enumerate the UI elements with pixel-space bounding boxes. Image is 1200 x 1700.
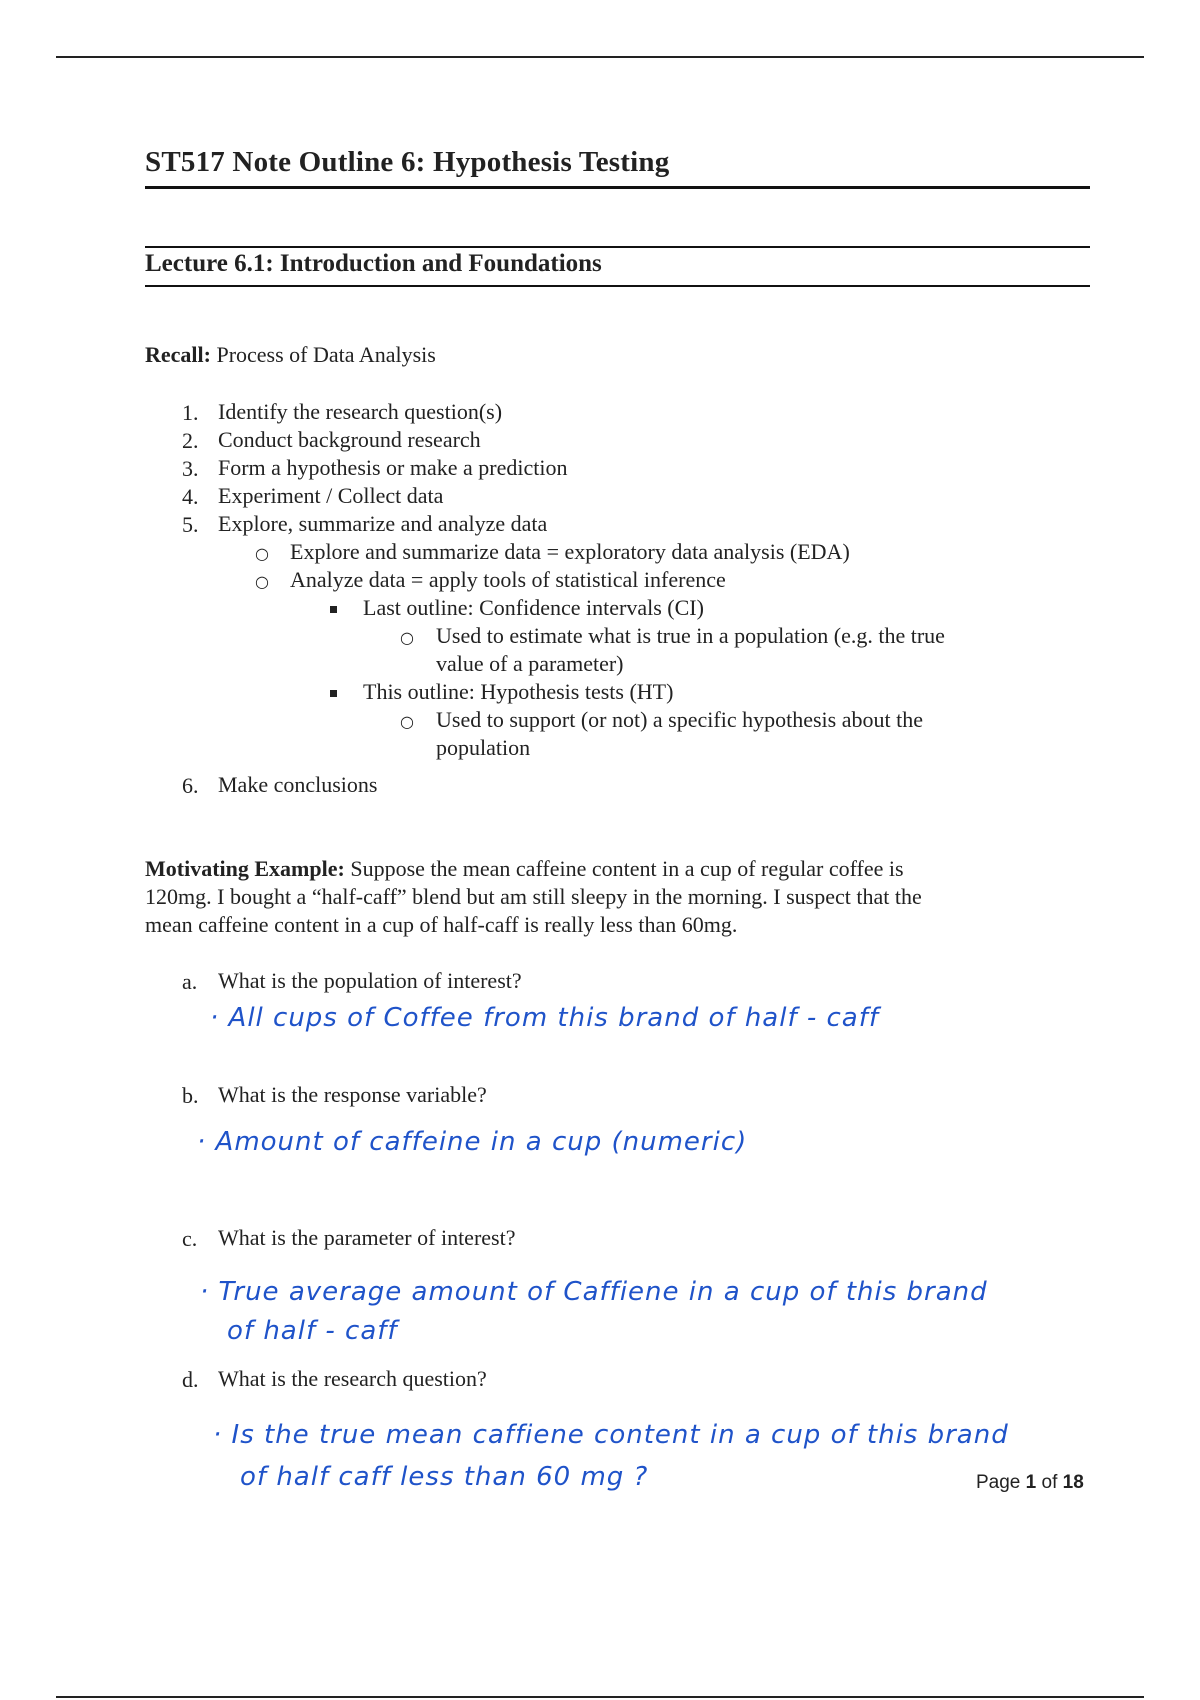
handwritten-answer: · True average amount of Caffiene in a cup of this brand (200, 1277, 988, 1307)
hollow-bullet-icon: ○ (400, 628, 414, 647)
question-letter: a. (182, 969, 198, 994)
page-title: ST517 Note Outline 6: Hypothesis Testing (145, 146, 670, 178)
ci-detail-line2: value of a parameter) (436, 651, 624, 676)
ht-detail-line2: population (436, 735, 531, 760)
question-letter: b. (182, 1083, 199, 1108)
step-number: 1. (182, 400, 199, 425)
motivating-text: Suppose the mean caffeine content in a cup of regular coffee is (344, 856, 904, 881)
recall-label: Recall: (145, 342, 211, 367)
motivating-line3: mean caffeine content in a cup of half-caff is really less than 60mg. (145, 912, 738, 937)
question-letter: d. (182, 1367, 199, 1392)
step-text: Identify the research question(s) (218, 399, 503, 424)
question-text: What is the research question? (218, 1366, 487, 1391)
sub-item-text: Analyze data = apply tools of statistical inference (290, 567, 726, 592)
step-number: 5. (182, 512, 199, 537)
hollow-bullet-icon: ○ (255, 544, 269, 563)
step-number: 3. (182, 456, 199, 481)
top-rule (56, 56, 1144, 58)
question-text: What is the parameter of interest? (218, 1225, 516, 1250)
lecture-heading: Lecture 6.1: Introduction and Foundations (145, 250, 602, 277)
step-text: Form a hypothesis or make a prediction (218, 455, 568, 480)
step-number: 4. (182, 484, 199, 509)
square-bullet-icon (330, 690, 337, 697)
handwritten-answer: · Is the true mean caffiene content in a cup of this brand (213, 1420, 1009, 1450)
step-number: 2. (182, 428, 199, 453)
recall-text: Process of Data Analysis (210, 342, 436, 367)
step-text: Conduct background research (218, 427, 481, 452)
ci-item: Last outline: Confidence intervals (CI) (363, 595, 704, 620)
question-text: What is the population of interest? (218, 968, 522, 993)
step-text: Experiment / Collect data (218, 483, 444, 508)
step-text: Make conclusions (218, 772, 378, 797)
handwritten-answer: · Amount of caffeine in a cup (numeric) (197, 1127, 748, 1157)
motivating-line1 (145, 855, 904, 883)
ci-detail-line1: Used to estimate what is true in a population (e.g. the true (436, 623, 945, 648)
step-text: Explore, summarize and analyze data (218, 511, 548, 536)
motivating-label: Motivating Example: (145, 856, 345, 881)
hollow-bullet-icon: ○ (255, 572, 269, 591)
handwritten-answer: of half - caff (227, 1316, 398, 1346)
title-underline (145, 186, 1090, 189)
ht-item: This outline: Hypothesis tests (HT) (363, 679, 674, 704)
motivating-line2: 120mg. I bought a “half-caff” blend but am still sleepy in the morning. I suspect that the (145, 884, 922, 909)
handwritten-answer: · All cups of Coffee from this brand of half - caff (210, 1003, 880, 1033)
square-bullet-icon (330, 606, 337, 613)
lecture-rule-bottom (145, 285, 1090, 287)
ht-detail-line1: Used to support (or not) a specific hypothesis about the (436, 707, 923, 732)
page-number: Page 1 of 18 (976, 1472, 1084, 1493)
recall-line (145, 341, 436, 369)
question-text: What is the response variable? (218, 1082, 487, 1107)
bottom-rule (56, 1696, 1144, 1698)
hollow-bullet-icon: ○ (400, 712, 414, 731)
sub-item-text: Explore and summarize data = exploratory data analysis (EDA) (290, 539, 850, 564)
lecture-rule-top (145, 246, 1090, 248)
handwritten-answer: of half caff less than 60 mg ? (240, 1462, 649, 1492)
question-letter: c. (182, 1226, 198, 1251)
step-number: 6. (182, 773, 199, 798)
